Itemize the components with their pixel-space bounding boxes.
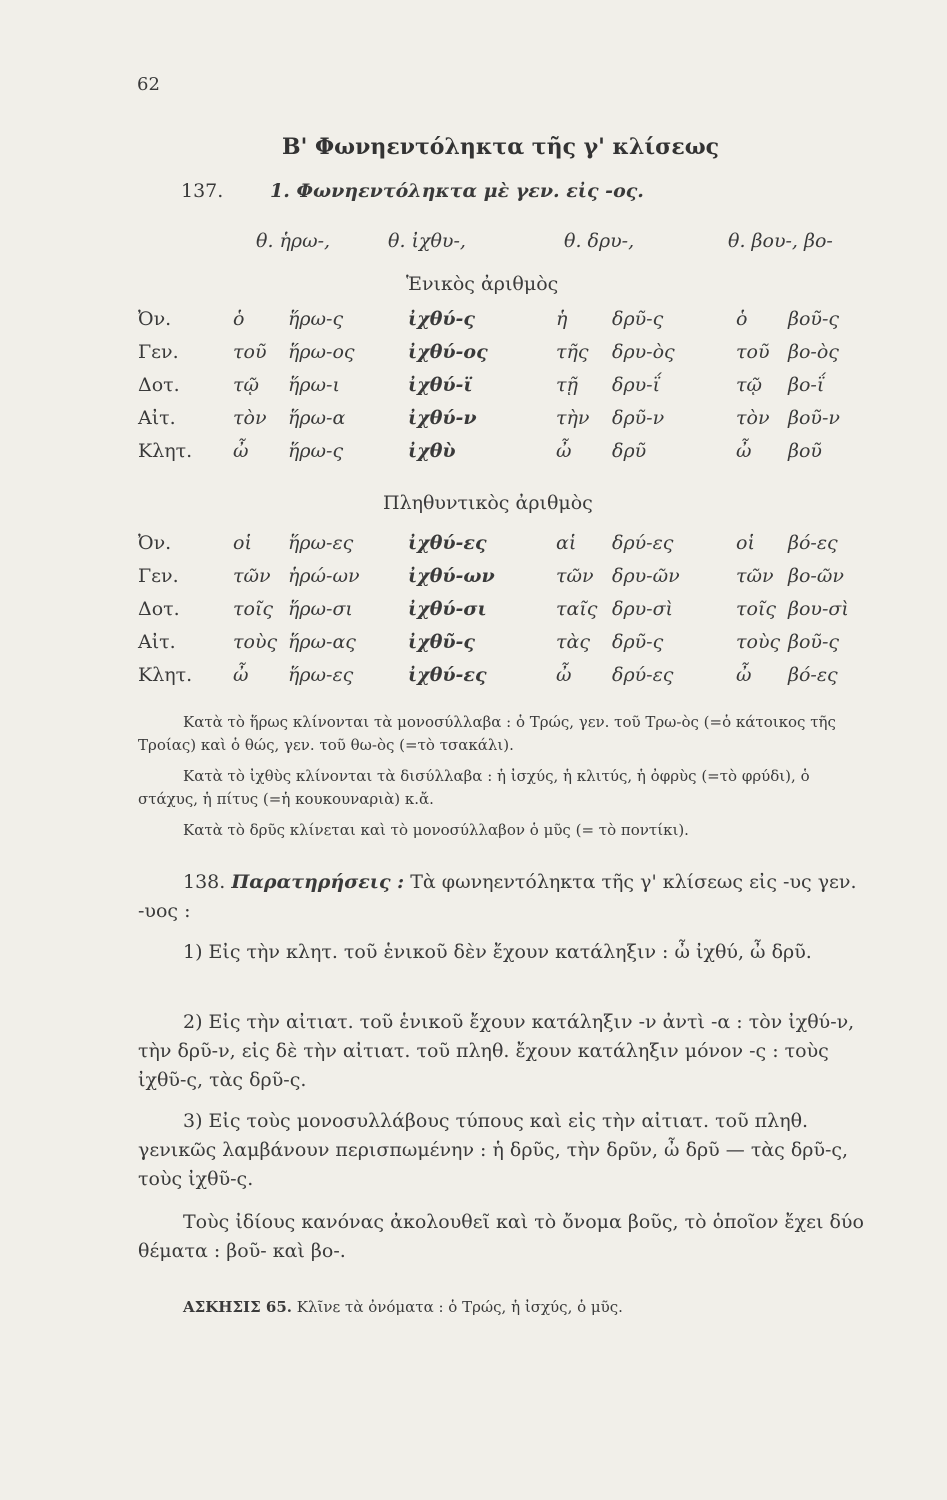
plural-w3: δρῦ-ς	[612, 631, 664, 653]
plural-art4: τοῖς	[736, 598, 777, 620]
singular-row	[138, 341, 878, 367]
singular-art4: τῷ	[736, 374, 763, 396]
singular-heading: Ἑνικὸς ἀριθμὸς	[406, 273, 559, 295]
singular-row	[138, 308, 878, 334]
singular-art1: τὸν	[233, 407, 267, 429]
para-138-item-1: 1) Εἰς τὴν κλητ. τοῦ ἑνικοῦ δὲν ἔχουν κατάληξιν : ὦ ἰχθύ, ὦ δρῦ.	[183, 941, 812, 963]
plural-case: Γεν.	[138, 565, 179, 587]
plural-row	[138, 664, 878, 690]
para-138-item-2: 2) Εἰς τὴν αἰτιατ. τοῦ ἑνικοῦ ἔχουν κατάληξιν -ν ἀντὶ -α : τὸν ἰχθύ-ν, τὴν δρῦ-ν, εἰς δὲ τὴν αἰτιατ. τοῦ πληθ. ἔχουν κατάληξιν μόνον -ς : τοὺς ἰχθῦ-ς, τὰς δρῦ-ς.	[138, 1011, 855, 1091]
plural-art4: ὦ	[736, 664, 752, 686]
singular-w2: ἰχθύ-ϊ	[408, 374, 473, 396]
plural-art1: οἱ	[233, 532, 252, 554]
singular-w1: ἥρω-ος	[288, 341, 355, 363]
singular-w4: βοῦ	[788, 440, 822, 462]
singular-w2: ἰχθύ-ς	[408, 308, 476, 330]
exercise-label: ΑΣΚΗΣΙΣ 65.	[183, 1298, 292, 1316]
note-3: Κατὰ τὸ δρῦς κλίνεται καὶ τὸ μονοσύλλαβον ὁ μῦς (= τὸ ποντίκι).	[183, 821, 689, 839]
singular-w1: ἥρω-ς	[288, 308, 344, 330]
subsection-title: 1. Φωνηεντόληκτα μὲ γεν. εἰς -ος.	[270, 180, 644, 202]
exercise	[183, 1298, 623, 1316]
plural-art4: οἱ	[736, 532, 755, 554]
singular-row	[138, 407, 878, 433]
plural-row	[138, 565, 878, 591]
para-138-intro-text: Τὰ φωνηεντόληκτα τῆς γ' κλίσεως εἰς -υς γεν. -υος :	[138, 871, 857, 922]
para-138-item-4: Τοὺς ἰδίους κανόνας ἀκολουθεῖ καὶ τὸ ὄνομα βοῦς, τὸ ὁποῖον ἔχει δύο θέματα : βοῦ- καὶ βο-.	[138, 1211, 864, 1262]
singular-w3: δρυ-ΐ	[612, 374, 661, 396]
plural-art4: τῶν	[736, 565, 774, 587]
plural-w1: ἡρώ-ων	[288, 565, 360, 587]
plural-w1: ἥρω-ες	[288, 664, 354, 686]
singular-art3: ὦ	[556, 440, 572, 462]
plural-case: Αἰτ.	[138, 631, 176, 653]
stem-4: θ. βου-, βο-	[728, 230, 833, 252]
note-2: Κατὰ τὸ ἰχθὺς κλίνονται τὰ δισύλλαβα : ἡ ἰσχύς, ἡ κλιτύς, ἡ ὀφρὺς (=τὸ φρύδι), ὁ στάχυς, ἡ πίτυς (=ἡ κουκουναριὰ) κ.ἄ.	[138, 767, 810, 808]
singular-art4: ὁ	[736, 308, 748, 330]
singular-case: Κλητ.	[138, 440, 193, 462]
singular-w4: βοῦ-ν	[788, 407, 840, 429]
para-138-label: Παρατηρήσεις :	[231, 871, 405, 893]
singular-w3: δρῦ-ν	[612, 407, 665, 429]
singular-art1: ὁ	[233, 308, 245, 330]
para-138-item-3: 3) Εἰς τοὺς μονοσυλλάβους τύπους καὶ εἰς τὴν αἰτιατ. τοῦ πληθ. γενικῶς λαμβάνουν περισπωμένην : ἡ δρῦς, τὴν δρῦν, ὦ δρῦ — τὰς δρῦ-ς, τοὺς ἰχθῦ-ς.	[138, 1110, 849, 1190]
singular-w2: ἰχθύ-ν	[408, 407, 477, 429]
plural-art3: ὦ	[556, 664, 572, 686]
exercise-text: Κλῖνε τὰ ὀνόματα : ὁ Τρώς, ἡ ἰσχύς, ὁ μῦς.	[296, 1298, 623, 1316]
stem-1: θ. ἡρω-,	[256, 230, 331, 252]
singular-row	[138, 440, 878, 466]
plural-heading: Πληθυντικὸς ἀριθμὸς	[383, 492, 593, 514]
plural-row	[138, 532, 878, 558]
plural-w4: βοῦ-ς	[788, 631, 840, 653]
plural-w2: ἰχθύ-ες	[408, 532, 487, 554]
plural-w3: δρυ-ῶν	[612, 565, 680, 587]
singular-w3: δρυ-ὸς	[612, 341, 675, 363]
singular-case: Ὀν.	[138, 308, 172, 330]
singular-w1: ἥρω-ι	[288, 374, 340, 396]
plural-art1: τῶν	[233, 565, 271, 587]
plural-w3: δρυ-σὶ	[612, 598, 673, 620]
singular-art1: ὦ	[233, 440, 249, 462]
singular-w3: δρῦ-ς	[612, 308, 664, 330]
singular-art3: τῇ	[556, 374, 578, 396]
stems-row	[138, 230, 878, 256]
singular-case: Δοτ.	[138, 374, 180, 396]
section-title: Β' Φωνηεντόληκτα τῆς γ' κλίσεως	[282, 134, 720, 160]
singular-w4: βοῦ-ς	[788, 308, 840, 330]
stem-2: θ. ἰχθυ-,	[388, 230, 466, 252]
stem-3: θ. δρυ-,	[564, 230, 635, 252]
para-138-intro	[138, 868, 868, 926]
plural-case: Κλητ.	[138, 664, 193, 686]
singular-w2: ἰχθύ-ος	[408, 341, 488, 363]
singular-case: Αἰτ.	[138, 407, 176, 429]
plural-art1: τοὺς	[233, 631, 278, 653]
plural-art1: ὦ	[233, 664, 249, 686]
plural-w4: βου-σὶ	[788, 598, 849, 620]
plural-w4: βο-ῶν	[788, 565, 844, 587]
singular-art3: τῆς	[556, 341, 589, 363]
plural-art3: ταῖς	[556, 598, 598, 620]
singular-w1: ἥρω-ς	[288, 440, 344, 462]
plural-w1: ἥρω-ας	[288, 631, 356, 653]
singular-w1: ἥρω-α	[288, 407, 346, 429]
singular-art3: τὴν	[556, 407, 590, 429]
singular-row	[138, 374, 878, 400]
para-138-number: 138.	[183, 871, 226, 893]
singular-w2: ἰχθὺ	[408, 440, 456, 462]
plural-row	[138, 631, 878, 657]
plural-w4: βό-ες	[788, 664, 838, 686]
plural-w1: ἥρω-σι	[288, 598, 353, 620]
plural-art3: αἱ	[556, 532, 577, 554]
plural-row	[138, 598, 878, 624]
plural-w3: δρύ-ες	[612, 532, 674, 554]
subsection-number: 137.	[181, 180, 224, 202]
singular-art3: ἡ	[556, 308, 568, 330]
singular-w4: βο-ὸς	[788, 341, 839, 363]
plural-w4: βό-ες	[788, 532, 838, 554]
plural-art3: τὰς	[556, 631, 590, 653]
singular-art1: τῷ	[233, 374, 260, 396]
plural-case: Ὀν.	[138, 532, 172, 554]
plural-w2: ἰχθύ-σι	[408, 598, 487, 620]
singular-art1: τοῦ	[233, 341, 267, 363]
plural-w1: ἥρω-ες	[288, 532, 354, 554]
plural-case: Δοτ.	[138, 598, 180, 620]
singular-case: Γεν.	[138, 341, 179, 363]
singular-w3: δρῦ	[612, 440, 647, 462]
singular-w4: βο-ΐ	[788, 374, 825, 396]
plural-art3: τῶν	[556, 565, 594, 587]
page-number: 62	[137, 74, 160, 95]
plural-art4: τοὺς	[736, 631, 781, 653]
plural-art1: τοῖς	[233, 598, 274, 620]
plural-w3: δρύ-ες	[612, 664, 674, 686]
singular-art4: ὦ	[736, 440, 752, 462]
note-1: Κατὰ τὸ ἥρως κλίνονται τὰ μονοσύλλαβα : ὁ Τρώς, γεν. τοῦ Τρω-ὸς (=ὁ κάτοικος τῆς Τροίας) καὶ ὁ θώς, γεν. τοῦ θω-ὸς (=τὸ τσακάλι).	[138, 713, 836, 754]
plural-w2: ἰχθύ-ων	[408, 565, 495, 587]
plural-w2: ἰχθύ-ες	[408, 664, 487, 686]
singular-art4: τοῦ	[736, 341, 770, 363]
singular-art4: τὸν	[736, 407, 770, 429]
plural-w2: ἰχθῦ-ς	[408, 631, 476, 653]
